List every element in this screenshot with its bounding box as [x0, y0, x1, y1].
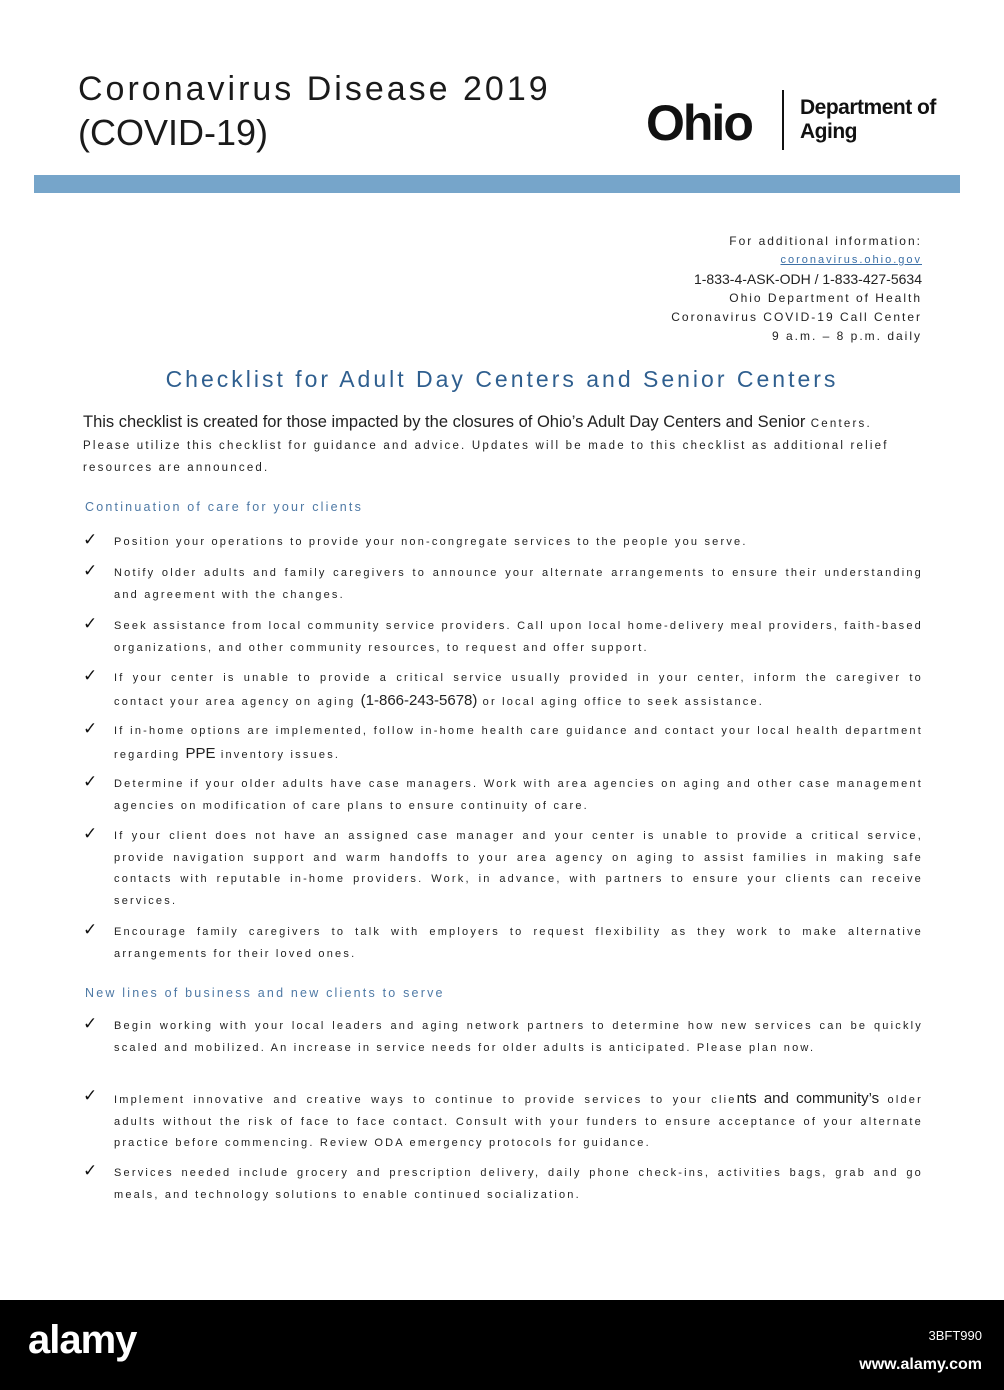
- intro-lead: This checklist is created for those impacted by the closures of Ohio’s Adult Day Centers and Senior: [83, 413, 806, 431]
- stock-url[interactable]: www.alamy.com: [859, 1356, 982, 1373]
- contact-center: Coronavirus COVID-19 Call Center: [671, 310, 922, 324]
- checkmark-icon: ✓: [83, 824, 98, 843]
- checklist-item-text: [114, 668, 923, 713]
- item-text-part: Implement innovative and creative ways to continue to provide services to your clie: [114, 1094, 737, 1106]
- section-heading-new-business: New lines of business and new clients to serve: [85, 986, 445, 1000]
- logo-divider: [782, 90, 784, 150]
- intro-rest: Centers. Please utilize this checklist for guidance and advice. Updates will be made to this checklist as additional relief resources are announced.: [83, 418, 889, 474]
- contact-link[interactable]: coronavirus.ohio.gov: [780, 254, 922, 266]
- document-title: Checklist for Adult Day Centers and Senior Centers: [165, 366, 839, 392]
- contact-block: [671, 232, 922, 346]
- contact-label: For additional information:: [729, 234, 922, 248]
- checkmark-icon: ✓: [83, 530, 98, 549]
- contact-phone: 1-833-4-ASK-ODH / 1-833-427-5634: [693, 271, 922, 287]
- checkmark-icon: ✓: [83, 614, 98, 633]
- item-text-part: or local aging office to seek assistance.: [477, 695, 765, 708]
- contact-hours: 9 a.m. – 8 p.m. daily: [771, 329, 922, 343]
- item-text-part: If your center is unable to provide a critical service usually provided in your center, inform the caregiver to contact your area agency on aging: [114, 672, 923, 708]
- title-line2: (COVID-19): [78, 112, 269, 153]
- checkmark-icon: ✓: [83, 1086, 98, 1105]
- checkmark-icon: ✓: [83, 920, 98, 939]
- checklist-item-text: Notify older adults and family caregivers to announce your alternate arrangements to ensure their understanding and agreement with the changes.: [114, 567, 923, 601]
- checklist-item-text: [114, 1088, 923, 1155]
- aging-phone-number: (1-866-243-5678): [360, 691, 478, 709]
- section-heading-continuation: Continuation of care for your clients: [85, 500, 364, 514]
- checkmark-icon: ✓: [83, 719, 98, 738]
- checkmark-icon: ✓: [83, 666, 98, 685]
- header-rule: [34, 175, 960, 193]
- ppe-term: PPE: [185, 744, 216, 762]
- checklist-item-text: If your client does not have an assigned case manager and your center is unable to provide a critical service, provide navigation support and warm handoffs to your area agency on aging to assist families in making safe contacts with reputable in-home providers. Work, in advance, with partners to ensure your clients can receive services.: [114, 830, 923, 907]
- stock-image-id: 3BFT990: [928, 1328, 982, 1343]
- logo-dept-line1: Department of: [800, 96, 936, 119]
- checklist-item-text: Position your operations to provide your non-congregate services to the people you serve.: [114, 536, 748, 548]
- checkmark-icon: ✓: [83, 1161, 98, 1180]
- logo-ohio-text: Ohio: [646, 95, 752, 151]
- item-text-large: nts and community’s: [736, 1090, 880, 1107]
- checkmark-icon: ✓: [83, 1014, 98, 1033]
- title-line1: Coronavirus Disease 2019: [78, 70, 551, 108]
- item-text-part: If in-home options are implemented, follow in-home health care guidance and contact your local health department regarding: [114, 725, 923, 761]
- alamy-logo: alamy: [28, 1318, 137, 1362]
- checklist-item-text: Determine if your older adults have case managers. Work with area agencies on aging and other case management agencies on modification of care plans to ensure continuity of care.: [114, 778, 923, 812]
- logo-department-text: [800, 96, 936, 144]
- checklist-item-text: Begin working with your local leaders and aging network partners to determine how new services can be quickly scaled and mobilized. An increase in service needs for older adults is anticipated. Please plan now.: [114, 1020, 923, 1054]
- item-text-part: older adults without the risk of face to face contact. Consult with your funders to ensure acceptance of your alternate practice before commencing. Review ODA emergency protocols for guidance.: [114, 1094, 923, 1149]
- checklist-item-text: Encourage family caregivers to talk with employers to request flexibility as they work to make alternative arrangements for their loved ones.: [114, 926, 923, 960]
- logo-dept-line2: Aging: [800, 120, 857, 143]
- item-text-part: inventory issues.: [215, 748, 341, 761]
- stock-footer: [0, 1300, 1004, 1390]
- checklist-item-text: Services needed include grocery and prescription delivery, daily phone check-ins, activities bags, grab and go meals, and technology solutions to enable continued socialization.: [114, 1167, 923, 1201]
- contact-org: Ohio Department of Health: [729, 291, 922, 305]
- checklist-item-text: Seek assistance from local community service providers. Call upon local home-delivery meal providers, faith-based organizations, and other community resources, to request and offer support.: [114, 620, 923, 654]
- checkmark-icon: ✓: [83, 561, 98, 580]
- checkmark-icon: ✓: [83, 772, 98, 791]
- ohio-aging-logo: [646, 88, 956, 154]
- checklist-item-text: [114, 721, 923, 766]
- intro-paragraph: [83, 411, 923, 479]
